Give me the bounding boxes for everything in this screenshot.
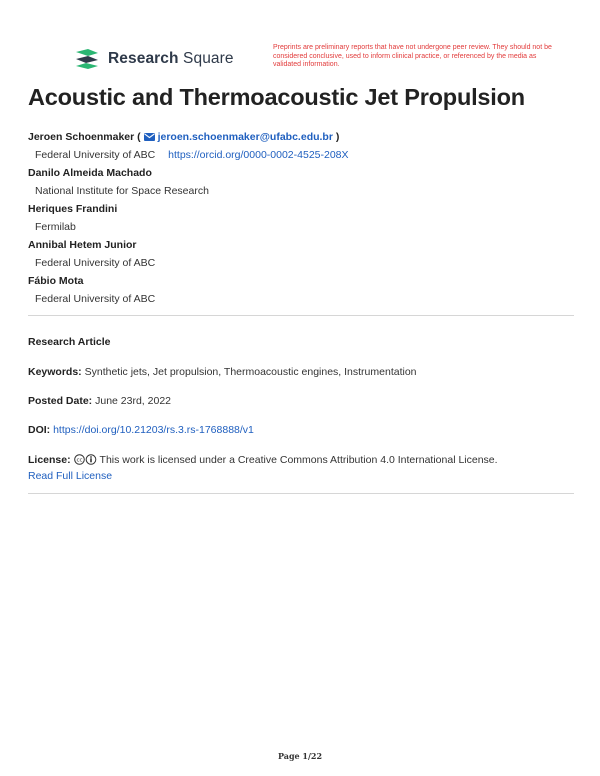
author-name: Jeroen Schoenmaker [28, 131, 135, 143]
section-divider [28, 315, 574, 316]
read-full-license-link[interactable]: Read Full License [28, 470, 113, 482]
author-name: Danilo Almeida Machado [28, 167, 152, 179]
author-entry [28, 236, 574, 272]
section-divider [28, 493, 574, 494]
author-name: Fábio Mota [28, 275, 84, 287]
author-entry [28, 200, 574, 236]
research-square-logo[interactable] [74, 48, 234, 70]
license-label: License: [28, 454, 71, 466]
author-list [28, 128, 574, 308]
logo-wordmark: Research Square [108, 50, 234, 67]
envelope-icon [144, 133, 155, 141]
author-name: Annibal Hetem Junior [28, 239, 137, 251]
license-text: This work is licensed under a Creative Commons Attribution 4.0 International License. [99, 454, 498, 466]
posted-date-row [28, 393, 574, 409]
page-header [74, 44, 554, 76]
keywords-label: Keywords: [28, 366, 82, 378]
svg-text:cc: cc [76, 457, 83, 464]
keywords-value: Synthetic jets, Jet propulsion, Thermoacoustic engines, Instrumentation [84, 366, 417, 378]
author-entry: Jeroen Schoenmaker ( jeroen.schoenmaker@ufabc.edu.br ) Federal University of ABC https://orcid.org/0000-0002-4525-208X [28, 131, 349, 161]
license-row [28, 452, 574, 484]
author-affiliation: Federal University of ABC [35, 149, 156, 161]
author-affiliation: Fermilab [35, 221, 76, 233]
keywords-row [28, 364, 574, 380]
posted-date-value: June 23rd, 2022 [95, 395, 172, 407]
posted-date-label: Posted Date: [28, 395, 93, 407]
author-entry [28, 272, 574, 308]
research-square-logo-icon [74, 48, 100, 70]
orcid-link[interactable]: https://orcid.org/0000-0002-4525-208X [168, 149, 349, 161]
doi-label: DOI: [28, 424, 51, 436]
doi-link[interactable]: https://doi.org/10.21203/rs.3.rs-1768888/v1 [53, 424, 254, 436]
page-number: Page 1/22 [277, 751, 323, 761]
author-name: Heriques Frandini [28, 203, 118, 215]
article-type: Research Article [28, 336, 111, 348]
creative-commons-icon [74, 454, 97, 465]
preprint-disclaimer: Preprints are preliminary reports that have not undergone peer review. They should not be considered conclusive, used to inform clinical practice, or referenced by the media as validated information. [273, 44, 552, 69]
author-entry [28, 164, 574, 200]
author-affiliation: National Institute for Space Research [35, 185, 209, 197]
doi-row [28, 422, 574, 438]
paper-title: Acoustic and Thermoacoustic Jet Propulsion [28, 84, 525, 110]
author-affiliation: Federal University of ABC [35, 257, 156, 269]
author-affiliation: Federal University of ABC [35, 293, 156, 305]
author-email-link[interactable]: jeroen.schoenmaker@ufabc.edu.br [157, 131, 333, 143]
